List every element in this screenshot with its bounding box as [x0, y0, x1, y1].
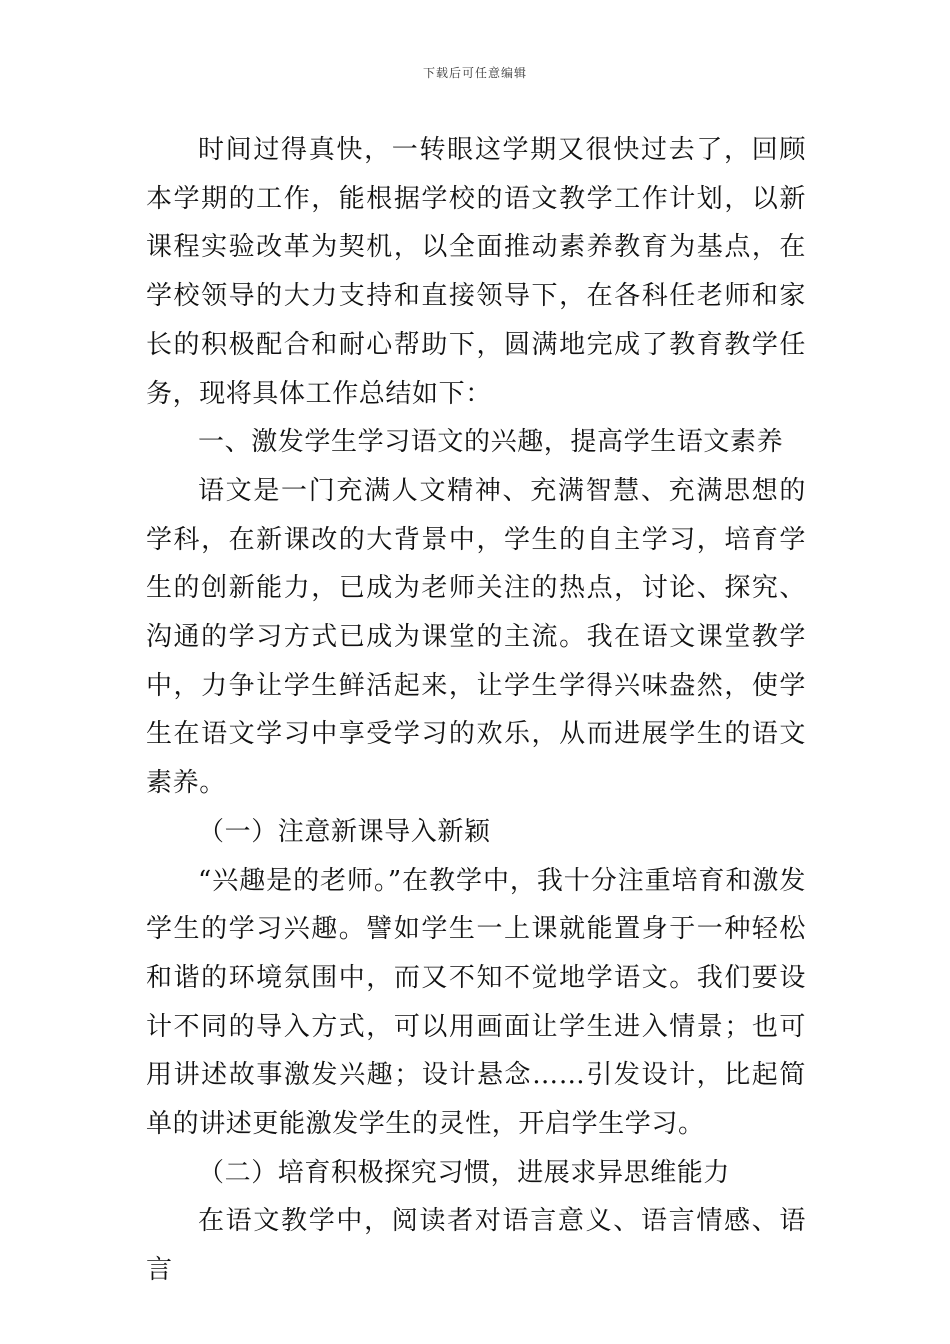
page-header: 下载后可任意编辑: [422, 66, 527, 80]
paragraph-intro: 时间过得真快，一转眼这学期又很快过去了，回顾本学期的工作，能根据学校的语文教学工作计划，以新课程实验改革为契机，以全面推动素养教育为基点，在学校领导的大力支持和直接领导下，在各科任老师和家长的积极配合和耐心帮助下，圆满地完成了教育教学任务，现将具体工作总结如下：: [146, 135, 806, 409]
document-body: [146, 126, 806, 1295]
subsection-heading-1: （一）注意新课导入新颖: [198, 816, 491, 847]
paragraph-subsection-1: “兴趣是的老师。”在教学中，我十分注重培育和激发学生的学习兴趣。譬如学生一上课就能置身于一种轻松和谐的环境氛围中，而又不知不觉地学语文。我们要设计不同的导入方式，可以用画面让学生进入情景；也可用讲述故事激发兴趣；设计悬念……引发设计，比起简单的讲述更能激发学生的灵性，开启学生学习。: [146, 865, 806, 1140]
paragraph-section-1: 语文是一门充满人文精神、充满智慧、充满思想的学科，在新课改的大背景中，学生的自主学习，培育学生的创新能力，已成为老师关注的热点，讨论、探究、沟通的学习方式已成为课堂的主流。我在语文课堂教学中，力争让学生鲜活起来，让学生学得兴味盎然，使学生在语文学习中享受学习的欢乐，从而进展学生的语文素养。: [146, 475, 806, 799]
section-heading-1: 一、激发学生学习语文的兴趣，提高学生语文素养: [198, 427, 784, 458]
subsection-heading-2: （二）培育积极探究习惯，进展求异思维能力: [198, 1157, 731, 1188]
paragraph-subsection-2: 在语文教学中，阅读者对语言意义、语言情感、语言: [146, 1206, 806, 1286]
